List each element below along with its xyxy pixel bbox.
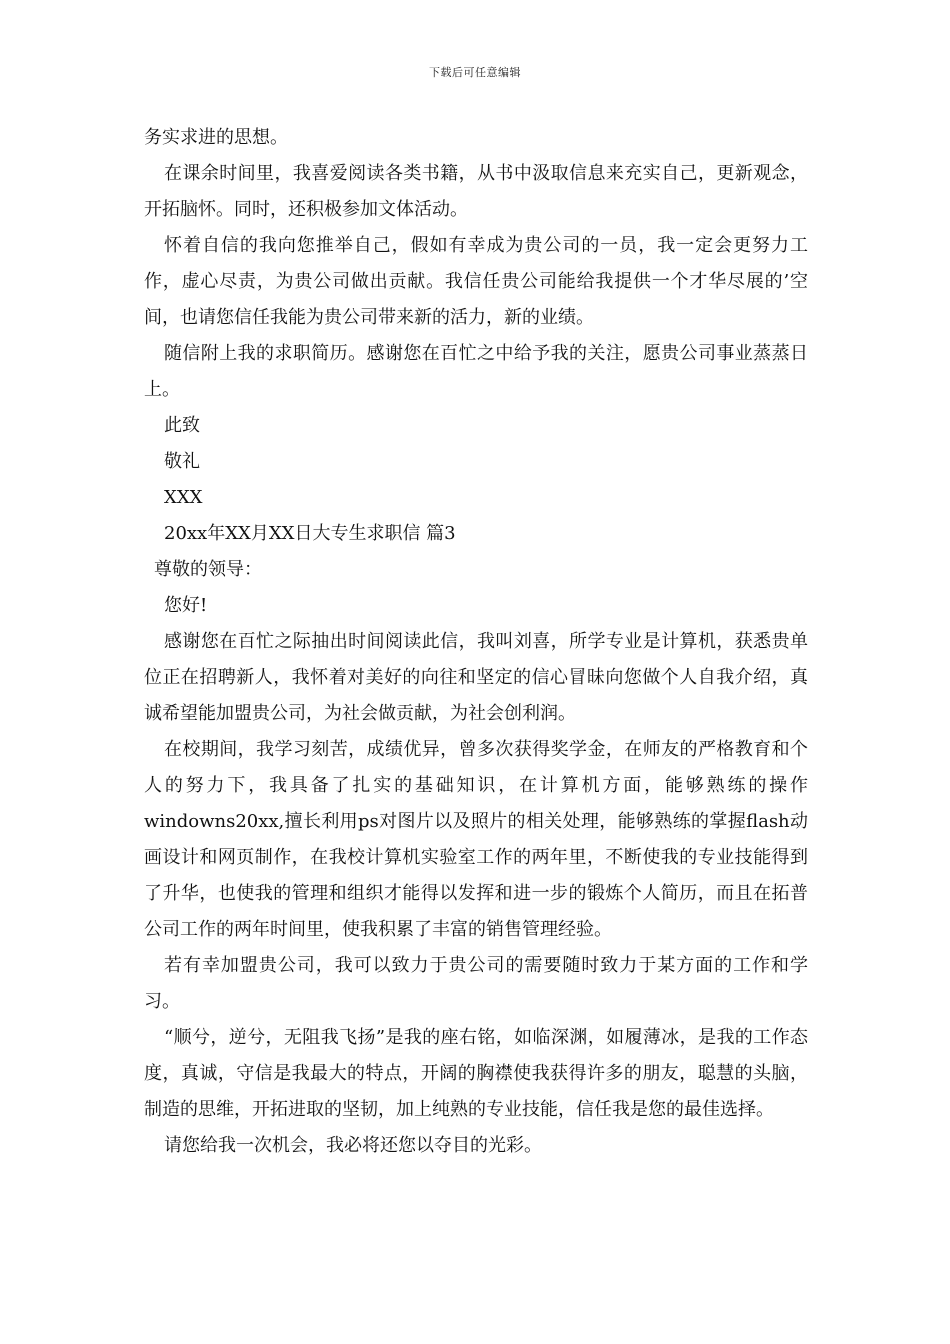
- paragraph-join-company: 若有幸加盟贵公司，我可以致力于贵公司的需要随时致力于某方面的工作和学习。: [144, 955, 808, 1012]
- paragraph-continuation: 务实求进的思想。: [144, 127, 288, 148]
- letter-body: [144, 120, 808, 1164]
- closing-jingli: 敬礼: [164, 451, 200, 472]
- greeting: 您好!: [164, 595, 208, 616]
- section-title-date: 20xx年XX月XX日大专生求职信 篇3: [164, 523, 456, 544]
- salutation: 尊敬的领导：: [154, 559, 262, 580]
- paragraph-school-experience: 在校期间，我学习刻苦，成绩优异，曾多次获得奖学金，在师友的严格教育和个人的努力下，我具备了扎实的基础知识，在计算机方面，能够熟练的操作windowns20xx,擅长利用ps对图片以及照片的相关处理，能够熟练的掌握flash动画设计和网页制作，在我校计算机实验室工作的两年里，不断使我的专业技能得到了升华，也使我的管理和组织才能得以发挥和进一步的锻炼个人简历，而且在拓普公司工作的两年时间里，使我积累了丰富的销售管理经验。: [144, 739, 808, 940]
- signature-name: XXX: [164, 487, 203, 508]
- paragraph-request-chance: 请您给我一次机会，我必将还您以夺目的光彩。: [164, 1135, 542, 1156]
- paragraph-motto: “顺兮，逆兮，无阻我飞扬”是我的座右铭，如临深渊，如履薄冰，是我的工作态度，真诚，守信是我最大的特点，开阔的胸襟使我获得许多的朋友，聪慧的头脑，制造的思维，开拓进取的坚韧，加上纯熟的专业技能，信任我是您的最佳选择。: [144, 1027, 808, 1120]
- paragraph-attach-resume: 随信附上我的求职简历。感谢您在百忙之中给予我的关注，愿贵公司事业蒸蒸日上。: [144, 343, 808, 400]
- page-header: 下载后可任意编辑: [429, 66, 521, 79]
- paragraph-introduction: 感谢您在百忙之际抽出时间阅读此信，我叫刘喜，所学专业是计算机，获悉贵单位正在招聘新人，我怀着对美好的向往和坚定的信心冒昧向您做个人自我介绍，真诚希望能加盟贵公司，为社会做贡献，为社会创利润。: [144, 631, 808, 724]
- closing-cizhi: 此致: [164, 415, 200, 436]
- paragraph-reading: 在课余时间里，我喜爱阅读各类书籍，从书中汲取信息来充实自己，更新观念，开拓脑怀。同时，还积极参加文体活动。: [144, 163, 808, 220]
- paragraph-recommend-self: 怀着自信的我向您推举自己，假如有幸成为贵公司的一员，我一定会更努力工作，虚心尽责，为贵公司做出贡献。我信任贵公司能给我提供一个才华尽展的’空间，也请您信任我能为贵公司带来新的活力，新的业绩。: [144, 235, 808, 328]
